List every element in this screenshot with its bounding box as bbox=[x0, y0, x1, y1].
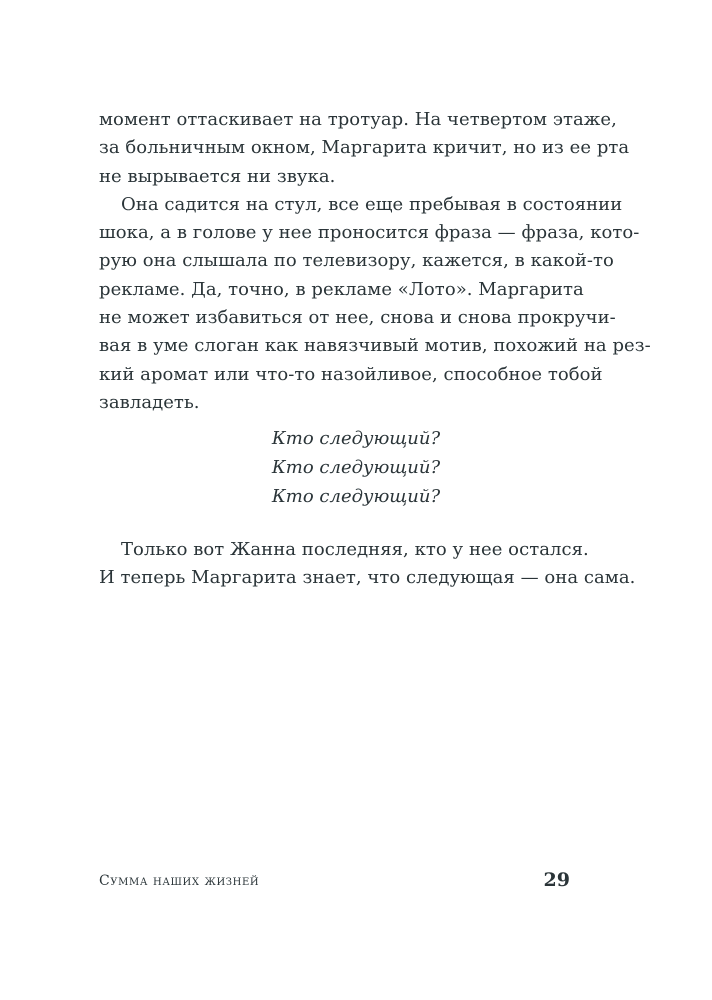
paragraph-2-line: рекламе. Да, точно, в рекламе «Лото». Маргарита bbox=[99, 278, 584, 300]
running-title: Сумма наших жизней bbox=[99, 873, 260, 889]
text-block-bottom bbox=[99, 536, 636, 593]
paragraph-2-line: рую она слышала по телевизору, кажется, в какой-то bbox=[99, 250, 614, 272]
paragraph-1-line: не вырывается ни звука. bbox=[99, 165, 336, 187]
paragraph-2-line: завладеть. bbox=[99, 391, 200, 413]
verse-line: Кто следующий? bbox=[271, 457, 441, 478]
paragraph-1-line: момент оттаскивает на тротуар. На четвертом этаже, bbox=[99, 109, 617, 130]
paragraph-2-line: шока, а в голове у нее проносится фраза — фраза, кото- bbox=[99, 222, 640, 244]
paragraph-3-line: И теперь Маргарита знает, что следующая — она сама. bbox=[99, 567, 636, 589]
verse-block bbox=[0, 424, 712, 511]
paragraph-2-line: не может избавиться от нее, снова и снова прокручи- bbox=[99, 307, 616, 329]
verse-line: Кто следующий? bbox=[271, 486, 441, 507]
paragraph-2-line: кий аромат или что-то назойливое, способное тобой bbox=[99, 363, 603, 385]
paragraph-1-line: за больничным окном, Маргарита кричит, но из ее рта bbox=[99, 137, 630, 159]
paragraph-2-line: вая в уме слоган как навязчивый мотив, похожий на рез- bbox=[99, 335, 651, 357]
text-block-top bbox=[99, 106, 651, 417]
paragraph-3-line: Только вот Жанна последняя, кто у нее остался. bbox=[121, 539, 589, 560]
paragraph-2-line: Она садится на стул, все еще пребывая в состоянии bbox=[121, 193, 623, 215]
verse-line: Кто следующий? bbox=[271, 428, 441, 449]
page-number: 29 bbox=[543, 869, 570, 891]
